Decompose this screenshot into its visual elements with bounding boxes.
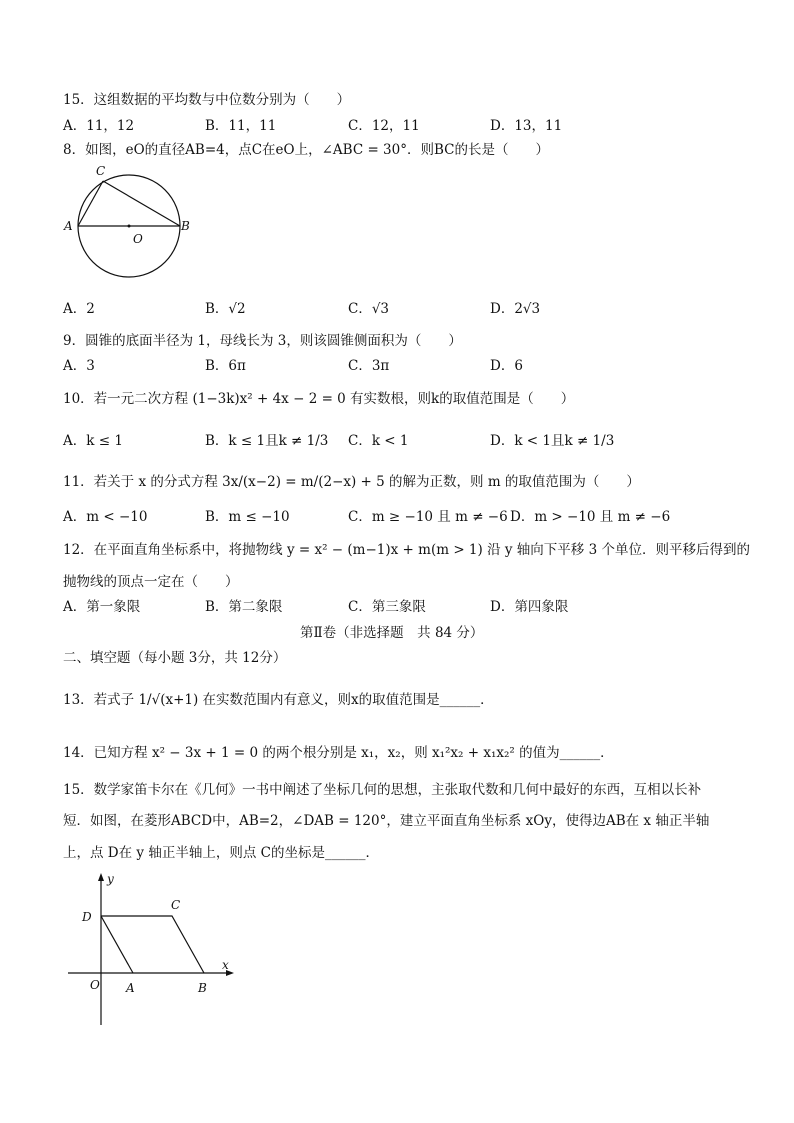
segment-bc: [103, 181, 180, 226]
q8-stem: 8．如图，eO的直径AB=4，点C在eO上，∠ABC = 30°．则BC的长是（ ）: [63, 142, 549, 158]
label-y: y: [107, 872, 114, 886]
q15-stem-line3: 上，点 D在 y 轴正半轴上，则点 C的坐标是______．: [63, 845, 379, 861]
q15-rhombus-figure: [60, 865, 240, 1030]
q15a-stem: 15．这组数据的平均数与中位数分别为（ ）: [63, 92, 351, 108]
q10-option-d: D．k < 1且k ≠ 1/3: [490, 433, 615, 449]
fill-in-heading: 二、填空题（每小题 3分，共 12分）: [63, 650, 287, 666]
q12-stem-line1: 12．在平面直角坐标系中，将抛物线 y = x² − (m−1)x + m(m > 1) 沿 y 轴向下平移 3 个单位．则平移后得到的: [63, 542, 750, 558]
q15a-option-d: D．13，11: [490, 118, 563, 134]
q12-option-c: C．第三象限: [348, 599, 426, 615]
q8-option-a: A．2: [63, 301, 95, 317]
q9-stem: 9．圆锥的底面半径为 1，母线长为 3，则该圆锥侧面积为（ ）: [63, 333, 462, 349]
q12-option-a: A．第一象限: [63, 599, 141, 615]
q15a-option-a: A．11，12: [63, 118, 135, 134]
label-a: A: [126, 981, 135, 995]
q14-stem: 14．已知方程 x² − 3x + 1 = 0 的两个根分别是 x₁，x₂，则 x₁²x₂ + x₁x₂² 的值为______．: [63, 745, 614, 761]
q15-stem-line2: 短．如图，在菱形ABCD中，AB=2，∠DAB = 120°，建立平面直角坐标系 xOy，使得边AB在 x 轴正半轴: [63, 813, 710, 829]
rhombus-da: [101, 916, 133, 973]
q12-stem-line2: 抛物线的顶点一定在（ ）: [63, 574, 239, 590]
q8-option-c: C．√3: [348, 301, 390, 317]
y-axis-arrow-icon: [98, 873, 104, 881]
q10-option-c: C．k < 1: [348, 433, 409, 449]
segment-ac: [78, 181, 103, 226]
q12-option-d: D．第四象限: [490, 599, 569, 615]
q10-stem: 10．若一元二次方程 (1−3k)x² + 4x − 2 = 0 有实数根，则k的取值范围是（ ）: [63, 391, 575, 407]
q12-option-b: B．第二象限: [205, 599, 283, 615]
q8-circle-figure: [60, 160, 200, 290]
label-c: C: [96, 164, 106, 178]
q9-option-a: A．3: [63, 358, 95, 374]
label-a: A: [64, 219, 73, 233]
q8-option-d: D．2√3: [490, 301, 541, 317]
q13-stem: 13．若式子 1/√(x+1) 在实数范围内有意义，则x的取值范围是______．: [63, 692, 494, 708]
q10-option-b: B．k ≤ 1且k ≠ 1/3: [205, 433, 329, 449]
label-o: O: [133, 232, 143, 246]
label-b: B: [198, 981, 207, 995]
q11-stem: 11．若关于 x 的分式方程 3x/(x−2) = m/(2−x) + 5 的解为正数，则 m 的取值范围为（ ）: [63, 474, 640, 490]
q11-option-a: A．m < −10: [63, 509, 148, 525]
q9-option-c: C．3π: [348, 358, 390, 374]
center-point: [128, 225, 131, 228]
q10-option-a: A．k ≤ 1: [63, 433, 123, 449]
q11-option-b: B．m ≤ −10: [205, 509, 290, 525]
q15a-option-b: B．11，11: [205, 118, 277, 134]
label-b: B: [181, 219, 190, 233]
q9-option-d: D．6: [490, 358, 523, 374]
q11-option-d: D．m > −10 且 m ≠ −6: [510, 509, 671, 525]
label-o: O: [90, 978, 100, 992]
label-d: D: [82, 910, 92, 924]
label-c: C: [171, 898, 181, 912]
q9-option-b: B．6π: [205, 358, 246, 374]
q11-option-c: C．m ≥ −10 且 m ≠ −6: [348, 509, 508, 525]
label-x: x: [222, 958, 229, 972]
section-title: 第Ⅱ卷（非选择题 共 84 分）: [300, 625, 484, 641]
q15a-option-c: C．12，11: [348, 118, 420, 134]
q8-option-b: B．√2: [205, 301, 246, 317]
q15-stem-line1: 15．数学家笛卡尔在《几何》一书中阐述了坐标几何的思想，主张取代数和几何中最好的东西，互相以长补: [63, 782, 702, 798]
